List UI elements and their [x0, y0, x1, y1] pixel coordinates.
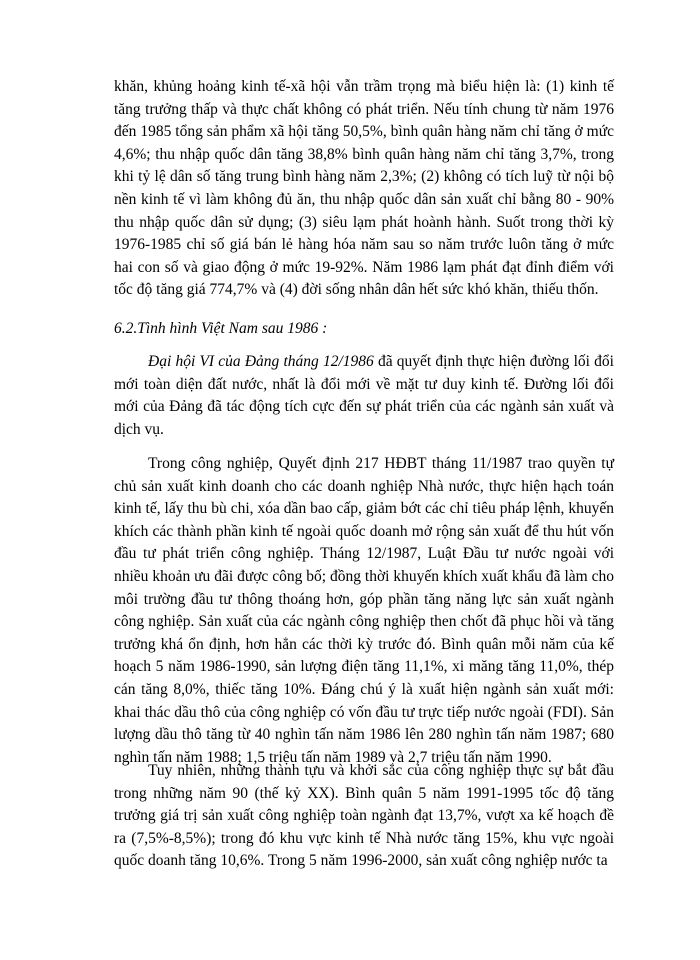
paragraph-economic-crisis: khăn, khủng hoảng kinh tế-xã hội vẫn trầm trọng mà biểu hiện là: (1) kinh tế tăng trưởng thấp và thực chất không có phát triển. Nếu tính chung từ năm 1976 đến 1985 tổng sản phẩm xã hội tăng 50,5%, bình quân hàng năm chỉ tăng ở mức 4,6%; thu nhập quốc dân tăng 38,8% bình quân hàng năm chỉ tăng 3,7%, trong khi tỷ lệ dân số tăng trung bình hàng năm 2,3%; (2) không có tích luỹ từ nội bộ nền kinh tế vì làm không đủ ăn, thu nhập quốc dân sản xuất chỉ bằng 80 - 90% thu nhập quốc dân sử dụng; (3) siêu lạm phát hoành hành. Suốt trong thời kỳ 1976-1985 chỉ số giá bán lẻ hàng hóa năm sau so năm trước luôn tăng ở mức hai con số và giao động ở mức 19-92%. Năm 1986 lạm phát đạt đỉnh điểm với tốc độ tăng giá 774,7% và (4) đời sống nhân dân hết sức khó khăn, thiếu thốn.: [114, 78, 614, 299]
paragraph-nineties: Tuy nhiên, những thành tựu và khởi sắc của công nghiệp thực sự bắt đầu trong những năm 90 (thế kỷ XX). Bình quân 5 năm 1991-1995 tốc độ tăng trưởng giá trị sản xuất công nghiệp toàn ngành đạt 13,7%, vượt xa kế hoạch đề ra (7,5%-8,5%); trong đó khu vực kinh tế Nhà nước tăng 15%, khu vực ngoài quốc doanh tăng 10,6%. Trong 5 năm 1996-2000, sản xuất công nghiệp nước ta: [114, 762, 614, 870]
paragraph-renovation: [114, 351, 614, 441]
congress-reference: Đại hội VI của Đảng tháng 12/1986: [148, 353, 374, 370]
section-heading: 6.2.Tình hình Việt Nam sau 1986 :: [114, 320, 328, 337]
paragraph-renovation-text: đã quyết định thực hiện đường lối đổi mới toàn diện đất nước, nhất là đổi mới về mặt tư duy kinh tế. Đường lối đổi mới của Đảng đã tác động tích cực đến sự phát triển của các ngành sản xuất và dịch vụ.: [114, 353, 614, 438]
paragraph-industry: Trong công nghiệp, Quyết định 217 HĐBT tháng 11/1987 trao quyền tự chủ sản xuất kinh doanh cho các doanh nghiệp Nhà nước, thực hiện hạch toán kinh tế, lấy thu bù chi, xóa dần bao cấp, giảm bớt các chỉ tiêu pháp lệnh, khuyến khích các thành phần kinh tế ngoài quốc doanh mở rộng sản xuất để thu hút vốn đầu tư phát triển công nghiệp. Tháng 12/1987, Luật Đầu tư nước ngoài với nhiều khoản ưu đãi được công bố; đồng thời khuyến khích xuất khẩu đã làm cho môi trường đầu tư thông thoáng hơn, góp phần tăng năng lực sản xuất ngành công nghiệp. Sản xuất của các ngành công nghiệp then chốt đã phục hồi và tăng trưởng khá ổn định, hơn hẳn các thời kỳ trước đó. Bình quân mỗi năm của kế hoạch 5 năm 1986-1990, sản lượng điện tăng 11,1%, xi măng tăng 11,0%, thép cán tăng 8,0%, thiếc tăng 10%. Đáng chú ý là xuất hiện ngành sản xuất mới: khai thác dầu thô của công nghiệp có vốn đầu tư trực tiếp nước ngoài (FDI). Sản lượng dầu thô tăng từ 40 nghìn tấn năm 1986 lên 280 nghìn tấn năm 1987; 680 nghìn tấn năm 1988; 1,5 triệu tấn năm 1989 và 2,7 triệu tấn năm 1990.: [114, 455, 614, 766]
